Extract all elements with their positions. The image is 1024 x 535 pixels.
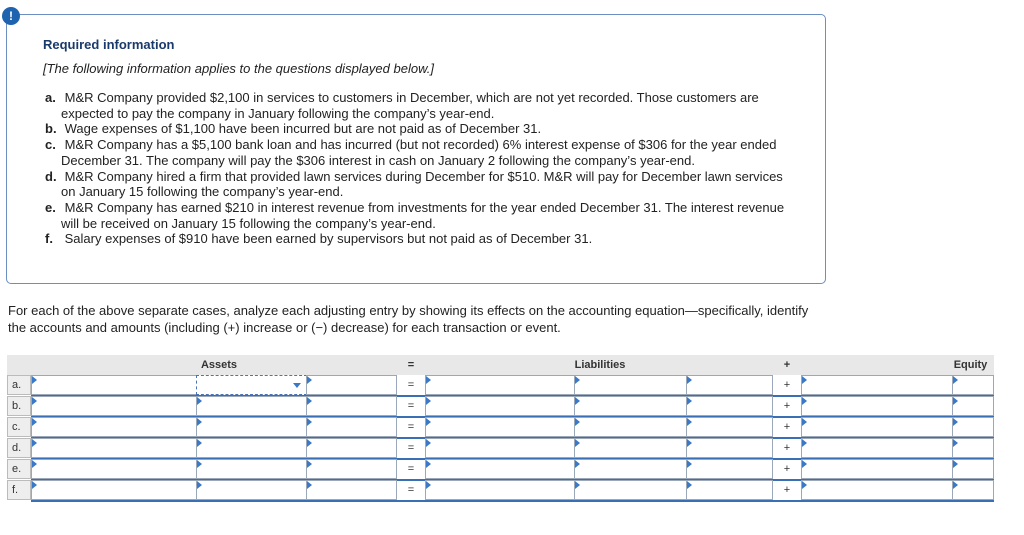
row-label: a. <box>7 375 31 395</box>
assets-account-select[interactable] <box>196 375 307 395</box>
row-label: b. <box>7 396 31 416</box>
info-subtitle: [The following information applies to the questions displayed below.] <box>43 61 434 76</box>
info-item <box>45 200 785 231</box>
plus-sign: + <box>783 484 791 496</box>
assets-account-select[interactable] <box>196 459 307 479</box>
equity-account-input[interactable] <box>801 480 953 500</box>
plus-sign: + <box>783 463 791 475</box>
liabilities-account-select[interactable] <box>574 417 687 437</box>
chevron-down-icon[interactable] <box>293 383 301 388</box>
info-item-text: M&R Company has a $5,100 bank loan and has incurred (but not recorded) 6% interest expense of $306 for the year ended December 31. The company will pay the $306 interest in cash on January 2 following the company’s year-end. <box>61 137 777 168</box>
alert-icon: ! <box>2 7 20 25</box>
info-item <box>45 231 785 247</box>
assets-account-select[interactable] <box>196 417 307 437</box>
table-row <box>7 459 994 480</box>
required-info-panel <box>6 14 826 284</box>
info-item-label: a. <box>45 90 56 105</box>
table-row <box>7 438 994 459</box>
assets-account-select[interactable] <box>196 396 307 416</box>
liabilities-amount-input[interactable] <box>686 417 773 437</box>
info-item <box>45 121 785 137</box>
assets-amount-input[interactable] <box>306 396 397 416</box>
info-item-text: M&R Company provided $2,100 in services to customers in December, which are not yet recorded. Those customers are expected to pay the company in January following the company’s year-end. <box>61 90 759 121</box>
table-row <box>7 417 994 438</box>
liabilities-account-select[interactable] <box>574 396 687 416</box>
info-item-text: M&R Company has earned $210 in interest revenue from investments for the year ended December 31. The interest revenue will be received on January 15 following the company’s year-end. <box>61 199 785 231</box>
plus-sign: + <box>783 400 791 412</box>
liabilities-account-select[interactable] <box>574 480 687 500</box>
header-liabilities: Liabilities <box>574 359 626 371</box>
assets-amount-input[interactable] <box>306 375 397 395</box>
info-item-label: e. <box>45 199 56 215</box>
assets-amount-input[interactable] <box>306 438 397 458</box>
assets-amount-input[interactable] <box>306 417 397 437</box>
plus-sign: + <box>783 379 791 391</box>
assets-account-input[interactable] <box>31 417 197 437</box>
assets-account-input[interactable] <box>31 396 197 416</box>
equity-account-input[interactable] <box>801 438 953 458</box>
assets-account-select[interactable] <box>196 438 307 458</box>
equals-sign: = <box>407 484 415 496</box>
row-label: d. <box>7 438 31 458</box>
info-item-label: c. <box>45 137 56 153</box>
info-item-text: M&R Company hired a firm that provided lawn services during December for $510. M&R will pay for December lawn services on January 15 following the company’s year-end. <box>61 168 783 200</box>
info-item <box>45 137 785 168</box>
liabilities-amount-input[interactable] <box>686 480 773 500</box>
assets-account-input[interactable] <box>31 459 197 479</box>
info-list <box>45 90 785 247</box>
equity-account-input[interactable] <box>801 459 953 479</box>
table-row <box>7 480 994 501</box>
equals-sign: = <box>407 421 415 433</box>
assets-account-input[interactable] <box>31 375 197 395</box>
assets-amount-input[interactable] <box>306 459 397 479</box>
info-item <box>45 90 785 121</box>
info-title: Required information <box>43 37 175 52</box>
equity-amount-input[interactable] <box>952 480 994 500</box>
instructions-text: For each of the above separate cases, analyze each adjusting entry by showing its effects on the accounting equation—specifically, identify the accounts and amounts (including (+) increase or (−) decrease) for each transaction or event. <box>8 303 809 335</box>
equals-sign: = <box>407 400 415 412</box>
header-plus: + <box>783 359 791 371</box>
equity-account-input[interactable] <box>801 396 953 416</box>
equity-amount-input[interactable] <box>952 417 994 437</box>
equity-amount-input[interactable] <box>952 438 994 458</box>
liabilities-account-input[interactable] <box>425 417 575 437</box>
info-item-text: Salary expenses of $910 have been earned by supervisors but not paid as of December 31. <box>64 231 593 247</box>
equity-amount-input[interactable] <box>952 459 994 479</box>
equity-account-input[interactable] <box>801 375 953 395</box>
header-equals: = <box>407 359 415 371</box>
info-item-label: f. <box>45 231 53 247</box>
row-label: f. <box>7 480 31 500</box>
assets-account-input[interactable] <box>31 480 197 500</box>
equals-sign: = <box>407 442 415 454</box>
liabilities-account-select[interactable] <box>574 459 687 479</box>
row-label: c. <box>7 417 31 437</box>
plus-sign: + <box>783 442 791 454</box>
header-equity: Equity <box>953 359 988 371</box>
row-divider <box>31 500 994 502</box>
liabilities-amount-input[interactable] <box>686 459 773 479</box>
liabilities-amount-input[interactable] <box>686 396 773 416</box>
liabilities-amount-input[interactable] <box>686 438 773 458</box>
table-row <box>7 375 994 396</box>
equity-amount-input[interactable] <box>952 396 994 416</box>
assets-amount-input[interactable] <box>306 480 397 500</box>
liabilities-amount-input[interactable] <box>686 375 773 395</box>
row-label: e. <box>7 459 31 479</box>
liabilities-account-select[interactable] <box>574 438 687 458</box>
info-item-label: d. <box>45 168 57 184</box>
plus-sign: + <box>783 421 791 433</box>
equals-sign: = <box>407 379 415 391</box>
assets-account-select[interactable] <box>196 480 307 500</box>
equity-account-input[interactable] <box>801 417 953 437</box>
accounting-equation-table <box>7 355 994 500</box>
assets-account-input[interactable] <box>31 438 197 458</box>
table-header <box>7 355 994 375</box>
liabilities-account-select[interactable] <box>574 375 687 395</box>
liabilities-account-input[interactable] <box>425 480 575 500</box>
info-item-label: b. <box>45 121 57 137</box>
equity-amount-input[interactable] <box>952 375 994 395</box>
table-row <box>7 396 994 417</box>
info-item <box>45 169 785 200</box>
header-assets: Assets <box>200 359 238 371</box>
liabilities-account-input[interactable] <box>425 375 575 395</box>
info-item-text: Wage expenses of $1,100 have been incurred but are not paid as of December 31. <box>64 121 542 137</box>
equals-sign: = <box>407 463 415 475</box>
liabilities-account-input[interactable] <box>425 396 575 416</box>
liabilities-account-input[interactable] <box>425 459 575 479</box>
liabilities-account-input[interactable] <box>425 438 575 458</box>
